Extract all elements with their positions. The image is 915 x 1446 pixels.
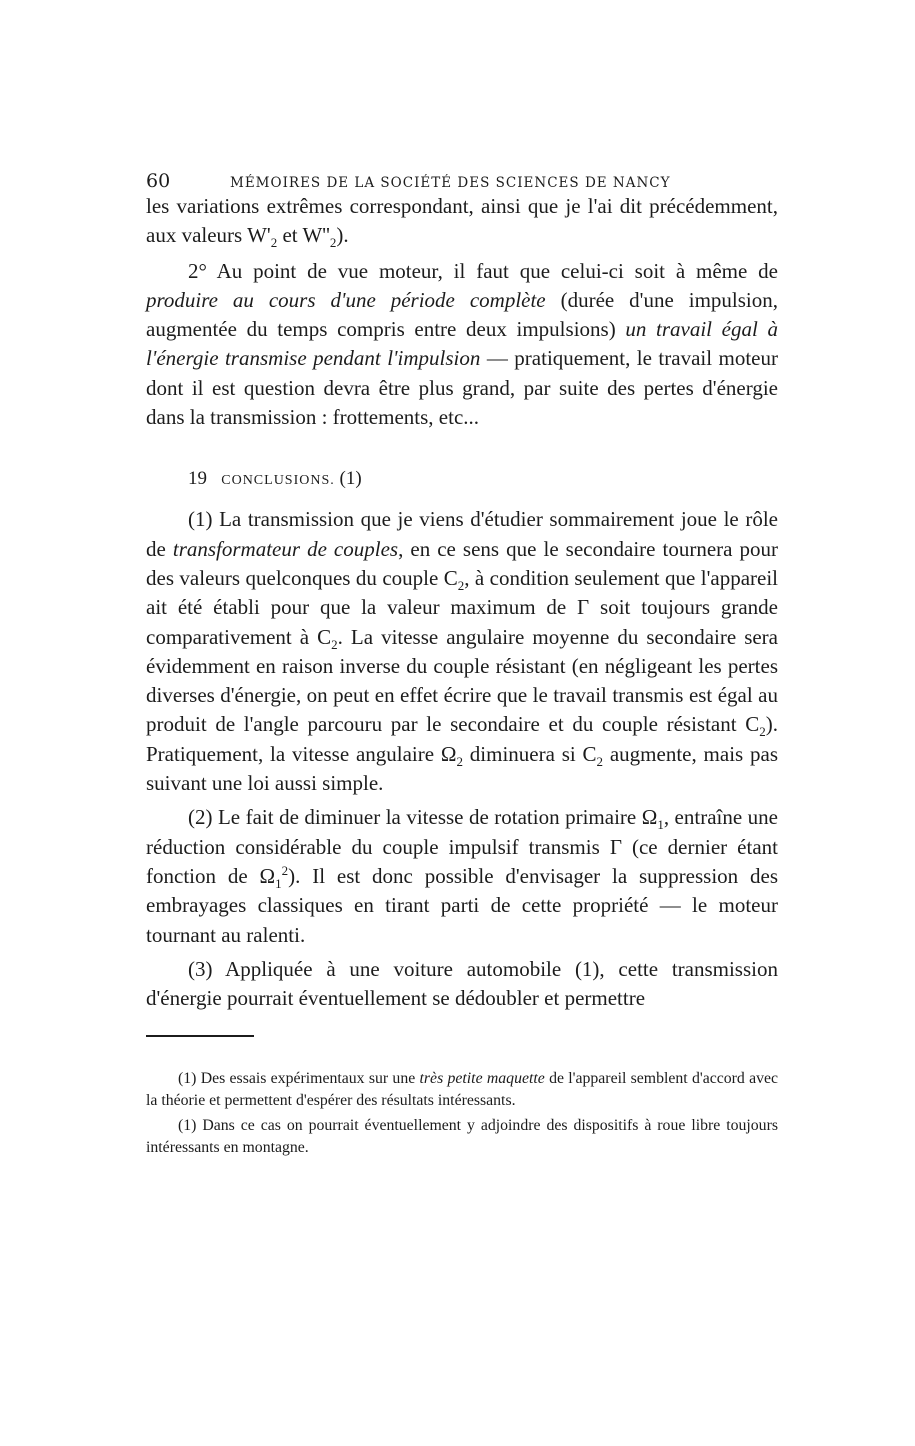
conclusion-3: (3) Appliquée à une voiture automobile (1), cette transmission d'énergie pourrait éventuellement se dédoubler et permettre [146, 956, 778, 1011]
footnote-2: (1) Dans ce cas on pourrait éventuellement y adjoindre des dispositifs à roue libre toujours intéressants en montagne. [146, 1116, 778, 1157]
footnote-1: (1) Des essais expérimentaux sur une très petite maquette de l'appareil semblent d'accord avec la théorie et permettent d'espérer des résultats intéressants. [146, 1069, 779, 1110]
section-note-ref: (1) [339, 468, 362, 490]
running-title: MÉMOIRES DE LA SOCIÉTÉ DES SCIENCES DE NANCY [230, 175, 671, 191]
section-heading [146, 468, 778, 490]
section-title: CONCLUSIONS. [221, 473, 335, 489]
footnotes [146, 1068, 778, 1160]
paragraph-motor-point: 2° Au point de vue moteur, il faut que celui-ci soit à même de produire au cours d'une période complète (durée d'une impulsion, augmentée du temps compris entre deux impulsions) un travail égal à l'énergie transmise pendant l'impulsion — pratiquement, le travail moteur dont il est question devra être plus grand, par suite des pertes d'énergie dans la transmission : frottements, etc... [146, 258, 778, 430]
conclusion-2: (2) Le fait de diminuer la vitesse de rotation primaire $\Omega_1$, entraîne une réduction considérable du couple impulsif transmis Γ (ce dernier étant fonction de $\Omega_1^2$). Il est donc possible d'envisager la suppression des embrayages classiques en tirant parti de cette propriété — le moteur tournant au ralenti. [146, 805, 778, 947]
page-number: 60 [146, 170, 171, 192]
footnote-rule [146, 1035, 254, 1036]
page-header [146, 170, 778, 192]
section-number: 19 [188, 468, 207, 490]
book-page [146, 170, 778, 1160]
conclusion-1: (1) La transmission que je viens d'étudier sommairement joue le rôle de transformateur de couples, en ce sens que le secondaire tournera pour des valeurs quelconques du couple $C_2$, à condition seulement que l'appareil ait été établi pour que la valeur maximum de Γ soit toujours grande comparativement à $C_2$. La vitesse angulaire moyenne du secondaire sera évidemment en raison inverse du couple résistant (en négligeant les pertes diverses d'énergie, on peut en effet écrire que le travail transmis est égal au produit de l'angle parcouru par le secondaire et du couple résistant $C_2$). Pratiquement, la vitesse angulaire $\Omega_2$ diminuera si $C_2$ augmente, mais pas suivant une loi aussi simple. [146, 507, 778, 796]
paragraph-continued: les variations extrêmes correspondant, ainsi que je l'ai dit précédemment, aux valeurs $W'_2$ et $W''_2$). [146, 194, 778, 251]
